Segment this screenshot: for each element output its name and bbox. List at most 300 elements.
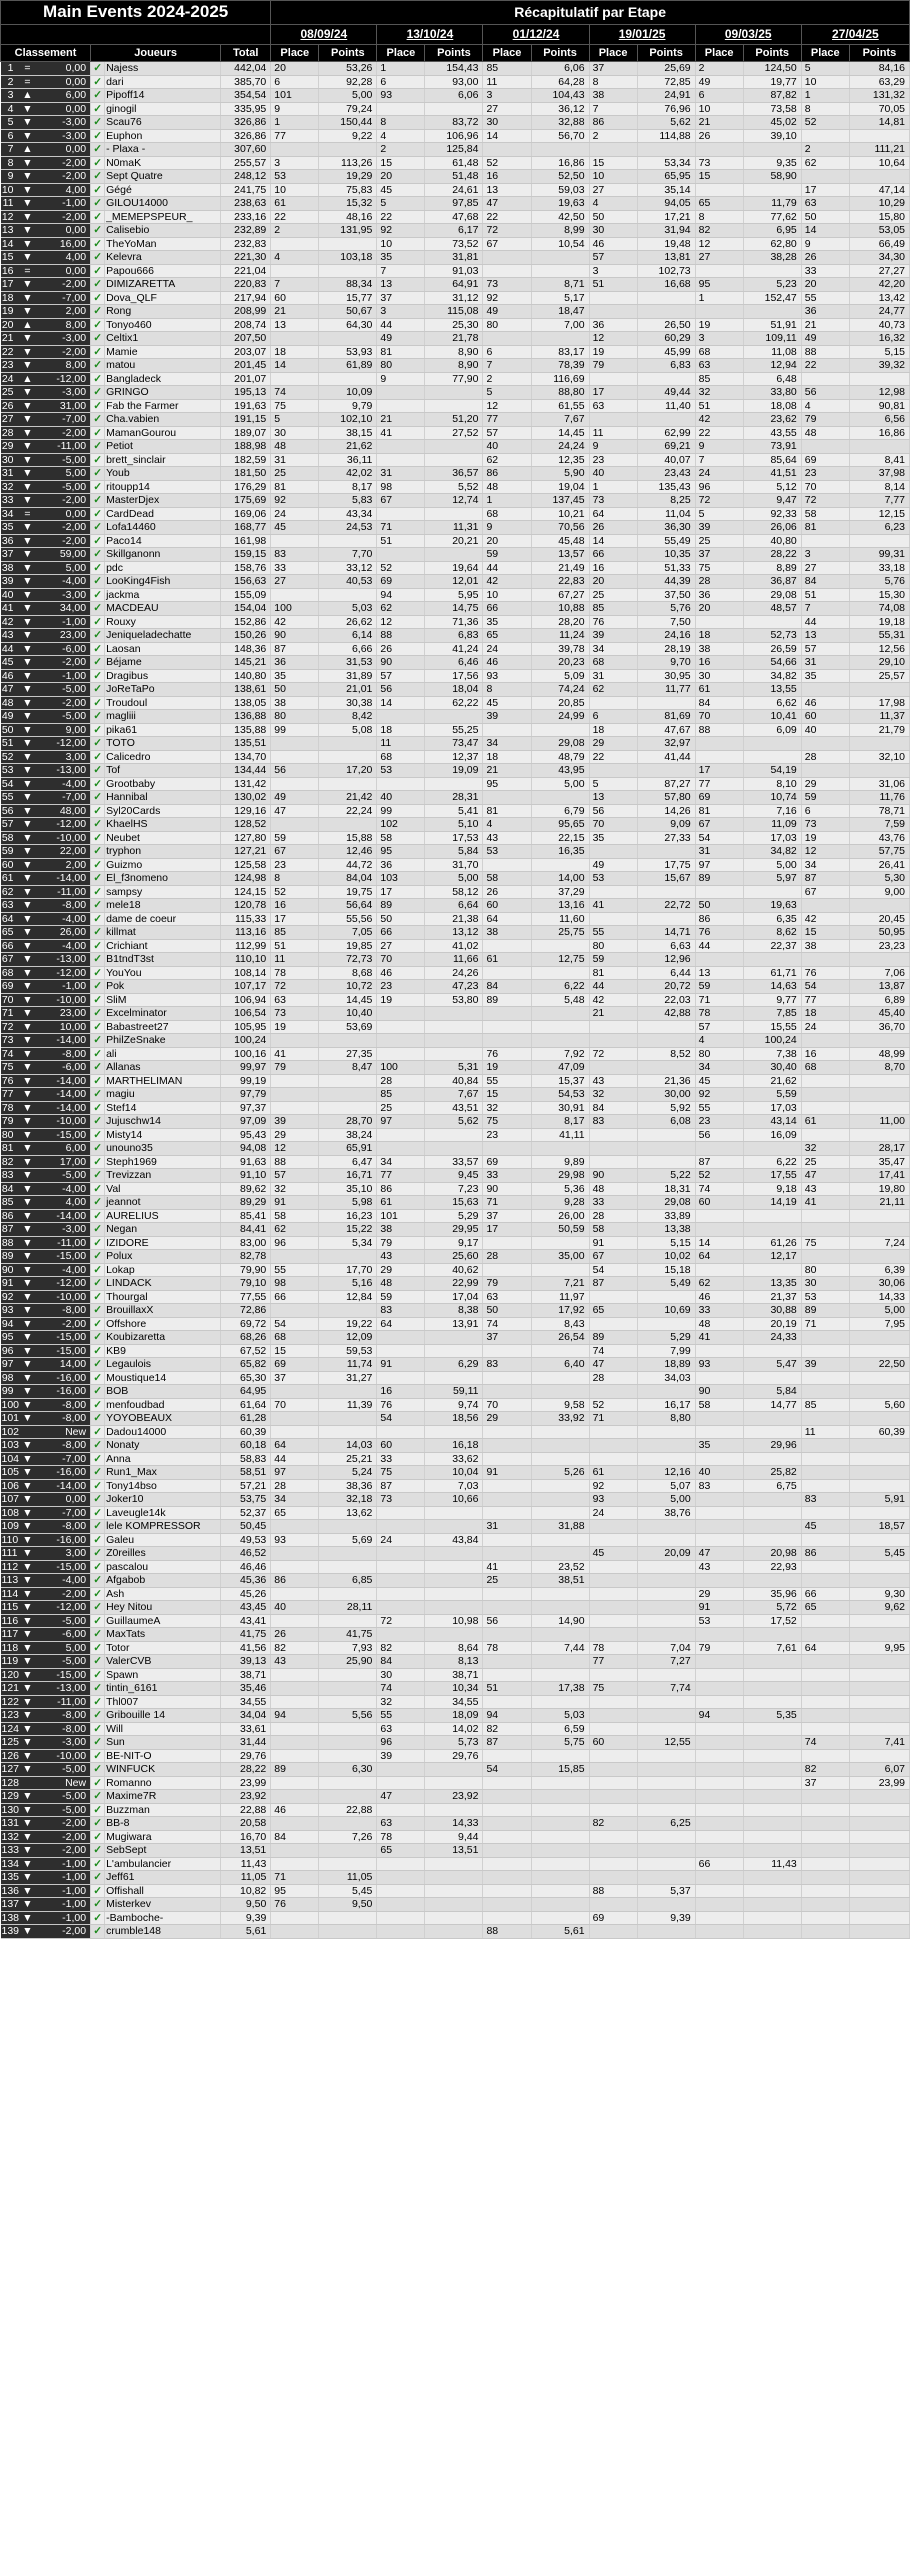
stage-place: 12 <box>589 332 637 346</box>
rank-number: 105 <box>1 1466 20 1478</box>
stage-points: 26,54 <box>531 1331 589 1345</box>
stage-points: 51,20 <box>425 413 483 427</box>
stage-points: 21,36 <box>637 1074 695 1088</box>
total-points: 11,43 <box>221 1857 271 1871</box>
stage-points: 84,16 <box>849 62 909 76</box>
stage-place: 24 <box>271 507 319 521</box>
stage-place: 81 <box>483 804 531 818</box>
down-arrow-icon: ▼ <box>22 440 33 452</box>
check-icon: ✓ <box>91 845 105 859</box>
total-points: 207,50 <box>221 332 271 346</box>
player-name: Rouxy <box>105 615 221 629</box>
stage-points: 44,72 <box>319 858 377 872</box>
stage-points: 11,43 <box>743 1857 801 1871</box>
stage-place: 38 <box>589 89 637 103</box>
down-arrow-icon: ▼ <box>22 966 33 979</box>
player-name: SliM <box>105 993 221 1007</box>
stage-place: 17 <box>589 386 637 400</box>
stage-place: 95 <box>377 845 425 859</box>
player-name: Troudoul <box>105 696 221 710</box>
down-arrow-icon: ▼ <box>22 872 33 884</box>
check-icon: ✓ <box>91 332 105 346</box>
stage-points: 35,96 <box>743 1587 801 1601</box>
stage-points: 36,57 <box>425 467 483 481</box>
player-name: Maxime7R <box>105 1790 221 1804</box>
stage-place: 61 <box>589 1466 637 1480</box>
col-place: Place <box>695 45 743 62</box>
stage-place: 43 <box>801 1182 849 1196</box>
stage-points: 48,16 <box>319 210 377 224</box>
stage-points <box>849 1533 909 1547</box>
stage-points: 41,24 <box>425 642 483 656</box>
stage-place: 12 <box>271 1142 319 1156</box>
player-name: Paco14 <box>105 534 221 548</box>
stage-points: 8,17 <box>531 1115 589 1129</box>
rank-number: 30 <box>1 453 14 466</box>
total-points: 94,08 <box>221 1142 271 1156</box>
stage-place: 68 <box>695 345 743 359</box>
stage-points: 47,67 <box>637 723 695 737</box>
stage-place: 46 <box>589 237 637 251</box>
stage-place <box>271 1682 319 1696</box>
check-icon: ✓ <box>91 696 105 710</box>
stage-place: 34 <box>801 858 849 872</box>
total-points: 134,44 <box>221 764 271 778</box>
total-points: 136,88 <box>221 710 271 724</box>
stage-place <box>589 1749 637 1763</box>
rank-number: 130 <box>1 1803 20 1816</box>
stage-points: 24,91 <box>637 89 695 103</box>
stage-place: 37 <box>483 1209 531 1223</box>
stage-place: 92 <box>589 1479 637 1493</box>
stage-points: 20,09 <box>637 1547 695 1561</box>
check-icon: ✓ <box>91 723 105 737</box>
down-arrow-icon: ▼ <box>22 1763 33 1775</box>
player-name: Nonaty <box>105 1439 221 1453</box>
stage-points: 31,06 <box>849 777 909 791</box>
table-row <box>1 1250 910 1264</box>
stage-points: 18,31 <box>637 1182 695 1196</box>
rank-change-points: 31,00 <box>59 399 87 412</box>
stage-points <box>319 1520 377 1534</box>
stage-points: 84,04 <box>319 872 377 886</box>
stage-place <box>589 1628 637 1642</box>
rank-change-points: -4,00 <box>62 1263 87 1276</box>
stage-points <box>743 1533 801 1547</box>
stage-place: 45 <box>801 1520 849 1534</box>
stage-points: 55,25 <box>425 723 483 737</box>
stage-place: 3 <box>801 548 849 562</box>
stage-place <box>589 1614 637 1628</box>
stage-place <box>377 1506 425 1520</box>
stage-place: 3 <box>271 156 319 170</box>
stage-points <box>849 1385 909 1399</box>
stage-points <box>849 1574 909 1588</box>
stage-place <box>483 1236 531 1250</box>
stage-place <box>377 1047 425 1061</box>
stage-place: 79 <box>377 1236 425 1250</box>
stage-place <box>589 1560 637 1574</box>
stage-points: 61,71 <box>743 966 801 980</box>
total-points: 161,98 <box>221 534 271 548</box>
rank-number: 28 <box>1 426 14 439</box>
stage-points: 6,14 <box>319 629 377 643</box>
stage-place: 35 <box>801 669 849 683</box>
stage-points: 5,75 <box>531 1736 589 1750</box>
player-name: Misterkev <box>105 1898 221 1912</box>
stage-points: 17,70 <box>319 1263 377 1277</box>
stage-place <box>801 1911 849 1925</box>
table-row <box>1 561 910 575</box>
stage-points: 7,06 <box>849 966 909 980</box>
check-icon: ✓ <box>91 1479 105 1493</box>
rank-number: 80 <box>1 1128 14 1141</box>
stage-points: 13,35 <box>743 1277 801 1291</box>
table-row <box>1 845 910 859</box>
stage-points: 39,10 <box>743 129 801 143</box>
down-arrow-icon: ▼ <box>22 494 33 506</box>
stage-place <box>801 1344 849 1358</box>
stage-place <box>377 710 425 724</box>
stage-points: 26,00 <box>531 1209 589 1223</box>
rank-change-points: -14,00 <box>56 1088 87 1100</box>
stage-points: 9,35 <box>743 156 801 170</box>
stage-place <box>801 1709 849 1723</box>
stage-points: 5,22 <box>637 1169 695 1183</box>
player-name: N0maK <box>105 156 221 170</box>
stage-points: 61,89 <box>319 359 377 373</box>
stage-points <box>531 1803 589 1817</box>
stage-points: 18,47 <box>531 305 589 319</box>
down-arrow-icon: ▼ <box>22 413 33 425</box>
rank-cell <box>1 764 91 778</box>
stage-place: 18 <box>483 750 531 764</box>
total-points: 38,71 <box>221 1668 271 1682</box>
stage-place <box>589 912 637 926</box>
rank-number: 23 <box>1 359 14 371</box>
stage-points: 17,92 <box>531 1304 589 1318</box>
rank-change-points: -15,00 <box>56 1331 87 1343</box>
down-arrow-icon: ▼ <box>22 1061 33 1073</box>
rank-number: 57 <box>1 818 14 830</box>
stage-points: 26,41 <box>849 858 909 872</box>
stage-place: 82 <box>377 1641 425 1655</box>
stage-place <box>695 1425 743 1439</box>
stage-points: 6,89 <box>849 993 909 1007</box>
table-row <box>1 1884 910 1898</box>
stage-place: 62 <box>271 1223 319 1237</box>
check-icon: ✓ <box>91 939 105 953</box>
stage-place: 42 <box>801 912 849 926</box>
rank-change-points: -2,00 <box>62 345 87 358</box>
stage-points: 47,14 <box>849 183 909 197</box>
stage-place: 68 <box>589 656 637 670</box>
table-row <box>1 1871 910 1885</box>
stage-points: 24,26 <box>425 966 483 980</box>
stage-place: 64 <box>271 1439 319 1453</box>
stage-place: 23 <box>483 1128 531 1142</box>
stage-place: 28 <box>483 1250 531 1264</box>
stage-points <box>849 1830 909 1844</box>
down-arrow-icon: ▼ <box>22 858 33 871</box>
stage-place: 65 <box>377 1844 425 1858</box>
table-row <box>1 1817 910 1831</box>
stage-points: 26,50 <box>637 318 695 332</box>
stage-place <box>271 1776 319 1790</box>
stage-points: 5,08 <box>319 723 377 737</box>
player-name: Najess <box>105 62 221 76</box>
check-icon: ✓ <box>91 1250 105 1264</box>
stage-place <box>695 1682 743 1696</box>
table-row <box>1 1682 910 1696</box>
rank-change-points: 4,00 <box>65 183 87 196</box>
stage-points: 52,50 <box>531 170 589 184</box>
rank-number: 55 <box>1 791 14 803</box>
stage-points <box>637 1614 695 1628</box>
stage-place: 45 <box>271 521 319 535</box>
stage-place: 14 <box>695 1236 743 1250</box>
stage-place <box>377 1034 425 1048</box>
stage-place: 5 <box>589 777 637 791</box>
check-icon: ✓ <box>91 1263 105 1277</box>
stage-points: 32,88 <box>531 116 589 130</box>
rank-number: 13 <box>1 224 14 236</box>
stage-place <box>695 1911 743 1925</box>
down-arrow-icon: ▼ <box>22 1115 33 1127</box>
stage-points <box>425 1628 483 1642</box>
check-icon: ✓ <box>91 534 105 548</box>
stage-points <box>637 1803 695 1817</box>
stage-points: 13,51 <box>425 1844 483 1858</box>
stage-points: 14,71 <box>637 926 695 940</box>
table-row <box>1 1466 910 1480</box>
stage-place <box>271 1587 319 1601</box>
stage-place <box>589 1020 637 1034</box>
stage-points: 18,04 <box>425 683 483 697</box>
stage-place: 2 <box>483 372 531 386</box>
rank-cell <box>1 1884 91 1898</box>
stage-points <box>531 1263 589 1277</box>
stage-place: 37 <box>801 1776 849 1790</box>
stage-points <box>425 453 483 467</box>
stage-place: 87 <box>801 872 849 886</box>
table-row <box>1 521 910 535</box>
stage-place <box>695 1898 743 1912</box>
down-arrow-icon: ▼ <box>22 831 33 844</box>
stage-points: 5,26 <box>531 1466 589 1480</box>
stage-place <box>271 1520 319 1534</box>
stage-place <box>589 1128 637 1142</box>
stage-place: 12 <box>695 237 743 251</box>
stage-place: 95 <box>271 1884 319 1898</box>
stage-place: 71 <box>271 1871 319 1885</box>
stage-place <box>377 1560 425 1574</box>
table-row <box>1 1587 910 1601</box>
stage-points <box>319 1587 377 1601</box>
stage-place <box>695 885 743 899</box>
stage-place <box>271 1695 319 1709</box>
down-arrow-icon: ▼ <box>22 1466 33 1478</box>
stage-place: 87 <box>695 1155 743 1169</box>
rank-change-points: -2,00 <box>62 1317 87 1330</box>
rank-change-points: New <box>65 1776 87 1789</box>
stage-points <box>319 1560 377 1574</box>
stage-points: 15,63 <box>425 1196 483 1210</box>
stage-place: 84 <box>377 1655 425 1669</box>
stage-place: 9 <box>271 102 319 116</box>
stage-points: 78,71 <box>849 804 909 818</box>
rank-change-points: -1,00 <box>62 1871 87 1883</box>
stage-points: 19,80 <box>849 1182 909 1196</box>
stage-points <box>849 1223 909 1237</box>
stage-points <box>319 1101 377 1115</box>
player-name: Laosan <box>105 642 221 656</box>
stage-points <box>743 1506 801 1520</box>
stage-points <box>531 1911 589 1925</box>
stage-points: 11,76 <box>849 791 909 805</box>
total-points: 238,63 <box>221 197 271 211</box>
stage-points: 7,77 <box>849 494 909 508</box>
stage-points: 17,56 <box>425 669 483 683</box>
rank-cell <box>1 953 91 967</box>
stage-points: 26,06 <box>743 521 801 535</box>
rank-change-points: 14,00 <box>59 1358 87 1370</box>
stage-place: 60 <box>589 1736 637 1750</box>
stage-place <box>695 737 743 751</box>
rank-change-points: -3,00 <box>62 116 87 128</box>
stage-points <box>425 1142 483 1156</box>
rank-change-points: -12,00 <box>56 737 87 749</box>
rank-change-points: 16,00 <box>59 237 87 250</box>
stage-place: 18 <box>801 1007 849 1021</box>
stage-points: 6,40 <box>531 1358 589 1372</box>
stage-points: 45,99 <box>637 345 695 359</box>
col-points: Points <box>849 45 909 62</box>
rank-number: 138 <box>1 1911 20 1924</box>
stage-place: 71 <box>695 993 743 1007</box>
stage-place <box>801 1439 849 1453</box>
down-arrow-icon: ▼ <box>22 1398 33 1411</box>
stage-points: 11,97 <box>531 1290 589 1304</box>
stage-points <box>849 129 909 143</box>
stage-place: 74 <box>483 1317 531 1331</box>
stage-points: 25,21 <box>319 1452 377 1466</box>
rank-change-points: 59,00 <box>59 548 87 560</box>
down-arrow-icon: ▼ <box>22 1128 33 1141</box>
check-icon: ✓ <box>91 1047 105 1061</box>
stage-points: 32,10 <box>849 750 909 764</box>
rank-number: 137 <box>1 1898 20 1910</box>
stage-points: 17,04 <box>425 1290 483 1304</box>
player-name: ginogil <box>105 102 221 116</box>
down-arrow-icon: ▼ <box>22 1182 33 1195</box>
down-arrow-icon: ▼ <box>22 696 33 709</box>
stage-points: 17,20 <box>319 764 377 778</box>
stage-place: 44 <box>589 980 637 994</box>
check-icon: ✓ <box>91 1898 105 1912</box>
stage-place: 4 <box>271 251 319 265</box>
stage-place <box>271 750 319 764</box>
stage-place <box>589 1763 637 1777</box>
stage-points <box>531 1844 589 1858</box>
stage-place: 76 <box>271 1898 319 1912</box>
stage-place: 93 <box>483 669 531 683</box>
stage-points: 115,08 <box>425 305 483 319</box>
total-points: 10,82 <box>221 1884 271 1898</box>
stage-points: 30,38 <box>319 696 377 710</box>
stage-place: 2 <box>589 129 637 143</box>
stage-place <box>801 170 849 184</box>
stage-points: 14,90 <box>531 1614 589 1628</box>
stage-place: 18 <box>589 723 637 737</box>
stage-place: 55 <box>483 1074 531 1088</box>
rank-cell <box>1 588 91 602</box>
stage-points: 12,98 <box>849 386 909 400</box>
stage-points <box>319 372 377 386</box>
stage-place: 97 <box>271 1466 319 1480</box>
player-name: brett_sinclair <box>105 453 221 467</box>
down-arrow-icon: ▼ <box>22 1911 33 1924</box>
table-row <box>1 899 910 913</box>
stage-points: 91,03 <box>425 264 483 278</box>
stage-points: 14,63 <box>743 980 801 994</box>
stage-points <box>319 1817 377 1831</box>
rank-cell <box>1 1844 91 1858</box>
stage-points: 50,95 <box>849 926 909 940</box>
rank-cell <box>1 224 91 238</box>
player-name: BB-8 <box>105 1817 221 1831</box>
stage-place <box>589 1317 637 1331</box>
rank-change-points: 9,00 <box>65 723 87 736</box>
stage-points <box>849 440 909 454</box>
stage-points: 21,49 <box>531 561 589 575</box>
stage-place: 34 <box>271 1493 319 1507</box>
stage-place: 64 <box>695 1250 743 1264</box>
table-row <box>1 656 910 670</box>
stage-points: 12,75 <box>531 953 589 967</box>
player-name: MamanGourou <box>105 426 221 440</box>
stage-points: 8,90 <box>425 359 483 373</box>
stage-place: 80 <box>271 710 319 724</box>
down-arrow-icon: ▼ <box>22 1574 33 1586</box>
table-row <box>1 1169 910 1183</box>
stage-place: 88 <box>695 723 743 737</box>
stage-place: 15 <box>483 1088 531 1102</box>
stage-place: 15 <box>377 156 425 170</box>
check-icon: ✓ <box>91 1776 105 1790</box>
stage-place: 13 <box>695 966 743 980</box>
stage-points: 12,37 <box>425 750 483 764</box>
stage-points: 19,63 <box>531 197 589 211</box>
stage-points <box>849 1439 909 1453</box>
stage-place: 20 <box>483 534 531 548</box>
stage-points <box>531 1344 589 1358</box>
rank-number: 14 <box>1 237 14 250</box>
stage-points: 7,21 <box>531 1277 589 1291</box>
rank-cell <box>1 1682 91 1696</box>
stage-place: 19 <box>271 1020 319 1034</box>
stage-place <box>377 1763 425 1777</box>
table-row <box>1 980 910 994</box>
stage-points <box>319 777 377 791</box>
stage-place: 83 <box>271 548 319 562</box>
table-row <box>1 62 910 76</box>
rank-cell <box>1 1196 91 1210</box>
stage-points: 62,99 <box>637 426 695 440</box>
total-points: 217,94 <box>221 291 271 305</box>
stage-points: 5,95 <box>425 588 483 602</box>
total-points: 105,95 <box>221 1020 271 1034</box>
